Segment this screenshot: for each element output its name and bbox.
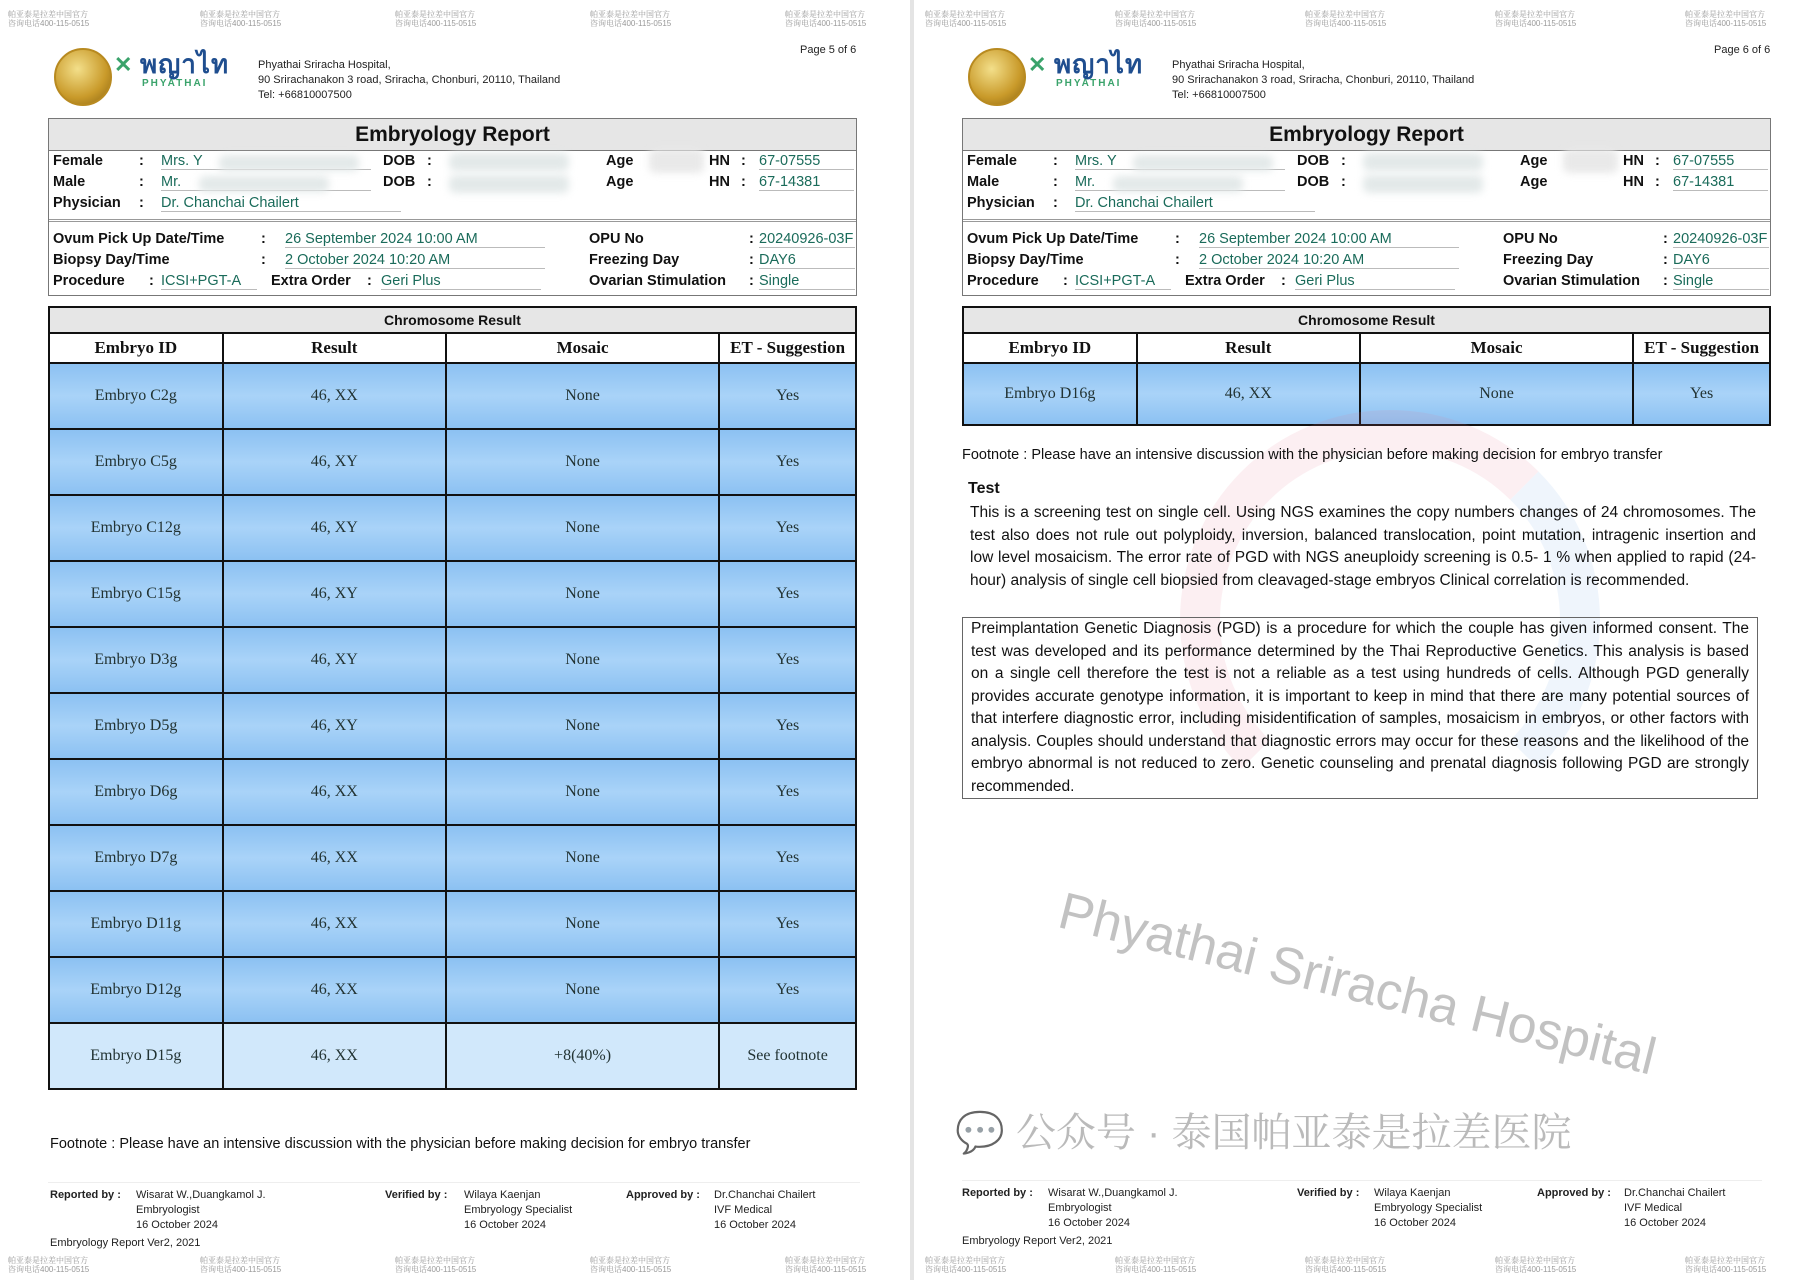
biopsy-value: 2 October 2024 10:20 AM	[285, 252, 545, 269]
embryo-row	[49, 957, 856, 1023]
procedure-label: Procedure	[967, 273, 1039, 289]
contact-watermark	[1115, 10, 1196, 28]
col-embryo-id: Embryo ID	[49, 333, 223, 363]
embryo-et-suggestion: Yes	[719, 627, 856, 693]
watermark-line1: 帕亚泰是拉差中国官方	[1305, 1256, 1385, 1265]
female-age-label: Age	[1520, 153, 1548, 169]
embryo-row	[49, 759, 856, 825]
wechat-icon: 💬	[955, 1111, 1005, 1155]
contact-watermark	[1685, 1256, 1766, 1274]
watermark-line1: 帕亚泰是拉差中国官方	[590, 10, 670, 19]
colon: :	[1341, 174, 1346, 190]
watermark-line2: 咨询电话400-115-0515	[925, 1265, 1007, 1274]
contact-watermark	[785, 1256, 866, 1274]
freezing-day-value: DAY6	[1673, 252, 1769, 269]
page-number: Page 6 of 6	[1714, 44, 1771, 56]
brand-logo-thai: พญาไท	[140, 49, 230, 79]
male-dob-label: DOB	[383, 174, 416, 190]
embryo-result: 46, XY	[223, 561, 446, 627]
watermark-line2: 咨询电话400-115-0515	[590, 1265, 672, 1274]
page-number: Page 5 of 6	[800, 44, 857, 56]
test-heading: Test	[968, 480, 1000, 497]
watermark-line2: 咨询电话400-115-0515	[590, 19, 672, 28]
female-hn-label: HN	[1623, 153, 1644, 169]
diagonal-hospital-watermark: Phyathai Sriracha Hospital	[1052, 881, 1662, 1087]
contact-watermark	[925, 1256, 1006, 1274]
extra-order-value: Geri Plus	[381, 273, 541, 290]
embryo-result: 46, XY	[223, 627, 446, 693]
embryo-mosaic: None	[446, 891, 719, 957]
watermark-line1: 帕亚泰是拉差中国官方	[200, 1256, 280, 1265]
hospital-tel: Tel: +66810007500	[1172, 89, 1266, 101]
colon: :	[261, 231, 266, 247]
ovum-pickup-label: Ovum Pick Up Date/Time	[53, 231, 225, 247]
watermark-line2: 咨询电话400-115-0515	[925, 19, 1007, 28]
watermark-line1: 帕亚泰是拉差中国官方	[1685, 10, 1765, 19]
contact-watermark	[395, 10, 476, 28]
embryo-row	[49, 429, 856, 495]
ovum-pickup-label: Ovum Pick Up Date/Time	[967, 231, 1139, 247]
opu-no-label: OPU No	[589, 231, 644, 247]
colon: :	[139, 195, 144, 211]
embryo-result: 46, XX	[223, 957, 446, 1023]
verifier-title: Embryology Specialist	[464, 1204, 573, 1216]
watermark-line1: 帕亚泰是拉差中国官方	[1305, 10, 1385, 19]
opu-no-value: 20240926-03F	[1673, 231, 1768, 247]
watermark-line2: 咨询电话400-115-0515	[1115, 19, 1197, 28]
watermark-line2: 咨询电话400-115-0515	[1685, 19, 1767, 28]
approved-by-block-p6	[1624, 1186, 1726, 1231]
reporter-title: Embryologist	[136, 1204, 200, 1216]
physician-label: Physician	[53, 195, 121, 211]
embryo-result: 46, XX	[1137, 363, 1360, 425]
patient-info-box	[962, 118, 1771, 296]
embryo-mosaic: None	[446, 825, 719, 891]
colon: :	[749, 273, 754, 289]
male-hn: 67-14381	[1673, 174, 1768, 191]
hospital-address	[258, 58, 560, 103]
col-mosaic: Mosaic	[446, 333, 719, 363]
female-name: Mrs. Y	[1075, 153, 1285, 170]
embryo-result: 46, XY	[223, 429, 446, 495]
watermark-line2: 咨询电话400-115-0515	[1495, 19, 1577, 28]
embryo-et-suggestion: Yes	[719, 429, 856, 495]
approved-by-label: Approved by :	[626, 1189, 700, 1201]
embryo-result: 46, XX	[223, 825, 446, 891]
contact-watermark	[1115, 1256, 1196, 1274]
female-label: Female	[967, 153, 1017, 169]
reporter-date: 16 October 2024	[1048, 1217, 1130, 1229]
ovum-pickup-value: 26 September 2024 10:00 AM	[285, 231, 545, 248]
embryo-et-suggestion: Yes	[719, 825, 856, 891]
col-mosaic: Mosaic	[1360, 333, 1633, 363]
embryo-id: Embryo C2g	[49, 363, 223, 429]
contact-watermark	[925, 10, 1006, 28]
embryo-row	[49, 825, 856, 891]
embryo-mosaic: +8(40%)	[446, 1023, 719, 1089]
colon: :	[1053, 153, 1058, 169]
verifier-date: 16 October 2024	[1374, 1217, 1456, 1229]
physician-name: Dr. Chanchai Chailert	[161, 195, 401, 212]
contact-watermark	[590, 10, 671, 28]
reported-by-block-p6	[1048, 1186, 1178, 1231]
approver-name: Dr.Chanchai Chailert	[714, 1189, 816, 1201]
colon: :	[1663, 231, 1668, 247]
watermark-line2: 咨询电话400-115-0515	[1685, 1265, 1767, 1274]
report-title: Embryology Report	[963, 119, 1770, 151]
embryo-result: 46, XX	[223, 891, 446, 957]
freezing-day-value: DAY6	[759, 252, 855, 269]
verified-by-block-p6	[1374, 1186, 1482, 1231]
female-name: Mrs. Y	[161, 153, 371, 170]
biopsy-value: 2 October 2024 10:20 AM	[1199, 252, 1459, 269]
phyathai-cross-icon: ✕	[1028, 52, 1047, 77]
embryo-result: 46, XY	[223, 693, 446, 759]
reporter-name: Wisarat W.,Duangkamol J.	[136, 1189, 266, 1201]
watermark-line1: 帕亚泰是拉差中国官方	[1115, 1256, 1195, 1265]
embryo-row	[49, 891, 856, 957]
colon: :	[741, 153, 746, 169]
male-label: Male	[967, 174, 1000, 190]
phyathai-cross-icon: ✕	[114, 52, 133, 77]
wechat-account-watermark	[955, 1110, 1571, 1156]
procedure-value: ICSI+PGT-A	[161, 273, 257, 290]
col-et-suggestion: ET - Suggestion	[719, 333, 856, 363]
watermark-line2: 咨询电话400-115-0515	[1305, 19, 1387, 28]
embryo-mosaic: None	[446, 429, 719, 495]
brand-logo-en: PHYATHAI	[142, 78, 208, 89]
watermark-line1: 帕亚泰是拉差中国官方	[8, 10, 88, 19]
embryo-row	[49, 561, 856, 627]
ovarian-stimulation-label: Ovarian Stimulation	[589, 273, 726, 289]
embryo-result: 46, XY	[223, 495, 446, 561]
watermark-line1: 帕亚泰是拉差中国官方	[1685, 1256, 1765, 1265]
watermark-line1: 帕亚泰是拉差中国官方	[1495, 10, 1575, 19]
watermark-line2: 咨询电话400-115-0515	[1115, 1265, 1197, 1274]
embryo-et-suggestion: Yes	[719, 759, 856, 825]
contact-watermark	[1495, 1256, 1576, 1274]
contact-watermark	[590, 1256, 671, 1274]
embryo-row	[49, 693, 856, 759]
col-et-suggestion: ET - Suggestion	[1633, 333, 1770, 363]
ovarian-stimulation-value: Single	[1673, 273, 1769, 290]
chromosome-result-heading: Chromosome Result	[963, 307, 1770, 333]
embryo-row	[49, 363, 856, 429]
col-result: Result	[1137, 333, 1360, 363]
colon: :	[749, 231, 754, 247]
approver-title: IVF Medical	[1624, 1202, 1683, 1214]
contact-watermark	[1305, 10, 1386, 28]
embryo-result: 46, XX	[223, 1023, 446, 1089]
colon: :	[427, 174, 432, 190]
watermark-line2: 咨询电话400-115-0515	[200, 1265, 282, 1274]
report-title: Embryology Report	[49, 119, 856, 151]
watermark-line1: 帕亚泰是拉差中国官方	[395, 1256, 475, 1265]
reporter-title: Embryologist	[1048, 1202, 1112, 1214]
female-hn: 67-07555	[759, 153, 854, 170]
colon: :	[1663, 273, 1668, 289]
reporter-name: Wisarat W.,Duangkamol J.	[1048, 1187, 1178, 1199]
report-version-p6: Embryology Report Ver2, 2021	[962, 1235, 1113, 1247]
embryo-mosaic: None	[446, 693, 719, 759]
wechat-watermark-text: 公众号 · 泰国帕亚泰是拉差医院	[1015, 1111, 1572, 1155]
embryo-row	[49, 495, 856, 561]
brand-logo-en: PHYATHAI	[1056, 78, 1122, 89]
chromosome-result-heading: Chromosome Result	[49, 307, 856, 333]
contact-watermark	[395, 1256, 476, 1274]
colon: :	[139, 153, 144, 169]
embryo-result: 46, XX	[223, 759, 446, 825]
colon: :	[1341, 153, 1346, 169]
test-description: This is a screening test on single cell. Using NGS examines the copy numbers changes of 24 chromosomes. The test also does not rule out polyploidy, inversion, balanced translocation, point mutation, intragenic insertion and low level mosaicism. The error rate of PGD with NGS aneuploidy screening is 0.5- 1 % when applied to rapid (24-hour) analysis of single cell biopsied from cleavaged-stage embryos Clinical correlation is recommended.	[970, 504, 1756, 589]
procedure-value: ICSI+PGT-A	[1075, 273, 1171, 290]
embryo-mosaic: None	[446, 495, 719, 561]
embryo-mosaic: None	[446, 627, 719, 693]
embryo-et-suggestion: Yes	[719, 561, 856, 627]
watermark-line1: 帕亚泰是拉差中国官方	[395, 10, 475, 19]
physician-name: Dr. Chanchai Chailert	[1075, 195, 1315, 212]
female-hn-label: HN	[709, 153, 730, 169]
verifier-name: Wilaya Kaenjan	[464, 1189, 541, 1201]
female-dob-label: DOB	[383, 153, 416, 169]
hospital-seal-logo	[54, 48, 112, 106]
watermark-line2: 咨询电话400-115-0515	[8, 19, 90, 28]
hospital-street: 90 Srirachanakon 3 road, Sriracha, Chonburi, 20110, Thailand	[1172, 74, 1475, 86]
verified-by-block	[464, 1188, 572, 1233]
approver-date: 16 October 2024	[714, 1219, 796, 1231]
extra-order-label: Extra Order	[1185, 273, 1265, 289]
embryo-et-suggestion: Yes	[719, 495, 856, 561]
ovarian-stimulation-value: Single	[759, 273, 855, 290]
watermark-line1: 帕亚泰是拉差中国官方	[590, 1256, 670, 1265]
extra-order-value: Geri Plus	[1295, 273, 1455, 290]
male-hn: 67-14381	[759, 174, 854, 191]
embryo-row	[963, 363, 1770, 425]
colon: :	[1053, 195, 1058, 211]
verified-by-label-p6: Verified by :	[1297, 1187, 1360, 1199]
reported-by-label: Reported by :	[50, 1189, 121, 1201]
approved-by-block	[714, 1188, 816, 1233]
watermark-line1: 帕亚泰是拉差中国官方	[925, 1256, 1005, 1265]
footnote-page6: Footnote : Please have an intensive discussion with the physician before making decision for embryo transfer	[962, 447, 1663, 463]
report-version: Embryology Report Ver2, 2021	[50, 1237, 201, 1249]
opu-no-label: OPU No	[1503, 231, 1558, 247]
colon: :	[1281, 273, 1286, 289]
hospital-tel: Tel: +66810007500	[258, 89, 352, 101]
col-embryo-id: Embryo ID	[963, 333, 1137, 363]
freezing-day-label: Freezing Day	[589, 252, 680, 268]
male-age-label: Age	[1520, 174, 1548, 190]
male-label: Male	[53, 174, 86, 190]
footnote: Footnote : Please have an intensive discussion with the physician before making decision for embryo transfer	[50, 1136, 751, 1152]
col-result: Result	[223, 333, 446, 363]
embryo-id: Embryo D5g	[49, 693, 223, 759]
embryo-mosaic: None	[1360, 363, 1633, 425]
approver-title: IVF Medical	[714, 1204, 773, 1216]
patient-info-box	[48, 118, 857, 296]
watermark-line1: 帕亚泰是拉差中国官方	[785, 10, 865, 19]
colon: :	[1655, 174, 1660, 190]
watermark-line1: 帕亚泰是拉差中国官方	[8, 1256, 88, 1265]
approver-date: 16 October 2024	[1624, 1217, 1706, 1229]
chromosome-result-table	[962, 306, 1771, 426]
hospital-street: 90 Srirachanakon 3 road, Sriracha, Chonburi, 20110, Thailand	[258, 74, 561, 86]
physician-label: Physician	[967, 195, 1035, 211]
contact-watermark	[1495, 10, 1576, 28]
procedure-label: Procedure	[53, 273, 125, 289]
embryo-id: Embryo C5g	[49, 429, 223, 495]
watermark-line1: 帕亚泰是拉差中国官方	[1115, 10, 1195, 19]
colon: :	[427, 153, 432, 169]
colon: :	[1663, 252, 1668, 268]
verifier-title: Embryology Specialist	[1374, 1202, 1483, 1214]
embryo-mosaic: None	[446, 957, 719, 1023]
embryo-id: Embryo D3g	[49, 627, 223, 693]
biopsy-label: Biopsy Day/Time	[53, 252, 170, 268]
colon: :	[1175, 252, 1180, 268]
verifier-date: 16 October 2024	[464, 1219, 546, 1231]
section-separator	[49, 219, 856, 222]
male-hn-label: HN	[1623, 174, 1644, 190]
embryo-id: Embryo C12g	[49, 495, 223, 561]
colon: :	[1053, 174, 1058, 190]
male-name: Mr.	[1075, 174, 1285, 191]
embryo-mosaic: None	[446, 363, 719, 429]
embryo-et-suggestion: Yes	[719, 957, 856, 1023]
watermark-line2: 咨询电话400-115-0515	[1305, 1265, 1387, 1274]
watermark-line2: 咨询电话400-115-0515	[785, 19, 867, 28]
embryo-row	[49, 1023, 856, 1089]
section-separator	[963, 219, 1770, 222]
embryo-mosaic: None	[446, 759, 719, 825]
reported-by-label-p6: Reported by :	[962, 1187, 1033, 1199]
contact-watermark	[1685, 10, 1766, 28]
ovarian-stimulation-label: Ovarian Stimulation	[1503, 273, 1640, 289]
reporter-date: 16 October 2024	[136, 1219, 218, 1231]
female-age-label: Age	[606, 153, 634, 169]
embryo-id: Embryo D16g	[963, 363, 1137, 425]
pgd-disclaimer-text: Preimplantation Genetic Diagnosis (PGD) is a procedure for which the couple has given informed consent. The test was developed and its performance determined by the Thai Reproductive Genetics. This analysis is based on a single cell therefore the test is not a reliable as a test using hundreds of cells. Although PGD generally provides accurate genotype information, it is important to keep in mind that there are many potential sources of that interfere diagnostic error, including misidentification of samples, mosaicism in embryos, or other factors with analysis. Couples should understand that diagnostic errors may occur for these reasons and the likelihood of the embryo abnormal is not reduced to zero. Genetic counseling and prenatal diagnosis following PGD are strongly recommended.	[971, 620, 1749, 795]
colon: :	[1063, 273, 1068, 289]
embryo-id: Embryo D12g	[49, 957, 223, 1023]
watermark-line2: 咨询电话400-115-0515	[8, 1265, 90, 1274]
embryo-et-suggestion: Yes	[719, 693, 856, 759]
embryo-id: Embryo D11g	[49, 891, 223, 957]
watermark-line1: 帕亚泰是拉差中国官方	[785, 1256, 865, 1265]
hospital-name: Phyathai Sriracha Hospital,	[1172, 59, 1305, 71]
male-hn-label: HN	[709, 174, 730, 190]
contact-watermark	[200, 10, 281, 28]
watermark-line2: 咨询电话400-115-0515	[1495, 1265, 1577, 1274]
watermark-line2: 咨询电话400-115-0515	[395, 19, 477, 28]
colon: :	[261, 252, 266, 268]
hospital-address	[1172, 58, 1474, 103]
watermark-line2: 咨询电话400-115-0515	[200, 19, 282, 28]
hospital-seal-logo	[968, 48, 1026, 106]
embryo-result: 46, XX	[223, 363, 446, 429]
contact-watermark	[200, 1256, 281, 1274]
pgd-disclaimer-box	[962, 617, 1758, 799]
embryo-id: Embryo D6g	[49, 759, 223, 825]
colon: :	[749, 252, 754, 268]
contact-watermark	[1305, 1256, 1386, 1274]
colon: :	[741, 174, 746, 190]
approved-by-label-p6: Approved by :	[1537, 1187, 1611, 1199]
biopsy-label: Biopsy Day/Time	[967, 252, 1084, 268]
watermark-line1: 帕亚泰是拉差中国官方	[1495, 1256, 1575, 1265]
brand-logo-thai: พญาไท	[1054, 49, 1144, 79]
watermark-line1: 帕亚泰是拉差中国官方	[925, 10, 1005, 19]
female-label: Female	[53, 153, 103, 169]
embryo-et-suggestion: Yes	[719, 891, 856, 957]
hospital-name: Phyathai Sriracha Hospital,	[258, 59, 391, 71]
contact-watermark	[8, 10, 89, 28]
female-dob-label: DOB	[1297, 153, 1330, 169]
watermark-line2: 咨询电话400-115-0515	[395, 1265, 477, 1274]
approver-name: Dr.Chanchai Chailert	[1624, 1187, 1726, 1199]
embryo-mosaic: None	[446, 561, 719, 627]
male-name: Mr.	[161, 174, 371, 191]
embryo-id: Embryo D15g	[49, 1023, 223, 1089]
watermark-line1: 帕亚泰是拉差中国官方	[200, 10, 280, 19]
verified-by-label: Verified by :	[385, 1189, 448, 1201]
opu-no-value: 20240926-03F	[759, 231, 854, 247]
colon: :	[149, 273, 154, 289]
contact-watermark	[785, 10, 866, 28]
colon: :	[139, 174, 144, 190]
embryo-id: Embryo D7g	[49, 825, 223, 891]
embryo-et-suggestion: Yes	[719, 363, 856, 429]
chromosome-result-table	[48, 306, 857, 1090]
verifier-name: Wilaya Kaenjan	[1374, 1187, 1451, 1199]
freezing-day-label: Freezing Day	[1503, 252, 1594, 268]
embryo-row	[49, 627, 856, 693]
female-hn: 67-07555	[1673, 153, 1768, 170]
embryo-et-suggestion: Yes	[1633, 363, 1770, 425]
embryo-et-suggestion: See footnote	[719, 1023, 856, 1089]
embryo-id: Embryo C15g	[49, 561, 223, 627]
male-age-label: Age	[606, 174, 634, 190]
colon: :	[1175, 231, 1180, 247]
reported-by-block	[136, 1188, 266, 1233]
contact-watermark	[8, 1256, 89, 1274]
male-dob-label: DOB	[1297, 174, 1330, 190]
extra-order-label: Extra Order	[271, 273, 351, 289]
colon: :	[1655, 153, 1660, 169]
colon: :	[367, 273, 372, 289]
watermark-line2: 咨询电话400-115-0515	[785, 1265, 867, 1274]
ovum-pickup-value: 26 September 2024 10:00 AM	[1199, 231, 1459, 248]
